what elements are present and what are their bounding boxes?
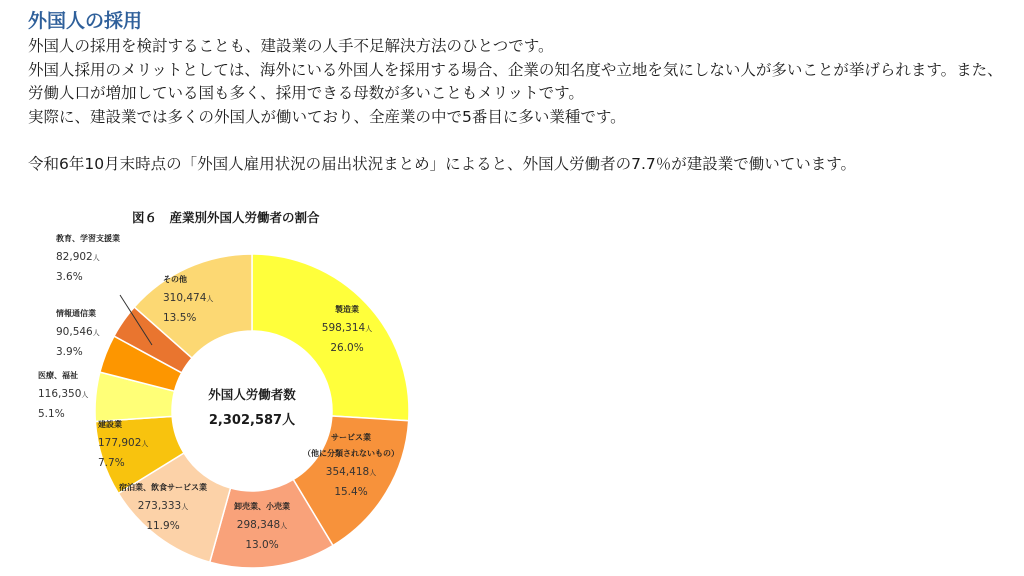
paragraph-1: 外国人の採用を検討することも、建設業の人手不足解決方法のひとつです。: [28, 37, 554, 55]
slice-value-label: 273,333人: [137, 500, 189, 512]
paragraph-2: 外国人採用のメリットとしては、海外にいる外国人を採用する場合、企業の知名度や立地を気にしない人が多いことが挙げられます。また、労働人口が増加している国も多く、採用できる母数が多いこともメリットです。: [28, 60, 1003, 102]
slice-label-7: [55, 233, 120, 283]
slice-category-label: 情報通信業: [56, 309, 96, 318]
slice-value-label: 90,546人: [56, 326, 100, 338]
slice-category-label: 医療、福祉: [38, 371, 78, 380]
slice-value-label: 310,474人: [163, 292, 214, 304]
slice-category-sublabel: （他に分類されないもの）: [303, 449, 399, 458]
slice-percent-label: 26.0%: [330, 342, 364, 354]
slice-label-5: [38, 370, 88, 420]
slice-percent-label: 3.6%: [56, 271, 83, 283]
slice-category-label: 宿泊業、飲食サービス業: [119, 483, 207, 492]
slice-percent-label: 11.9%: [146, 520, 180, 532]
slice-percent-label: 13.5%: [163, 312, 197, 324]
slice-category-label: その他: [163, 275, 187, 284]
center-label: 外国人労働者数: [208, 387, 296, 402]
body-text: [28, 35, 1003, 176]
slice-percent-label: 13.0%: [245, 539, 279, 551]
slice-percent-label: 15.4%: [334, 486, 368, 498]
donut-chart: [0, 200, 440, 576]
slice-category-label: 建設業: [98, 420, 122, 429]
slice-category-label: サービス業: [331, 433, 371, 442]
slice-value-label: 116,350人: [38, 388, 89, 400]
slice-percent-label: 3.9%: [56, 346, 83, 358]
slice-value-label: 177,902人: [98, 437, 149, 449]
paragraph-3: 実際に、建設業では多くの外国人が働いており、全産業の中で5番目に多い業種です。: [28, 107, 626, 126]
slice-value-label: 354,418人: [325, 466, 377, 478]
section-heading: 外国人の採用: [28, 10, 143, 32]
center-value: 2,302,587人: [208, 413, 296, 428]
slice-value-label: 82,902人: [56, 251, 100, 263]
paragraph-spacer: [28, 129, 1003, 153]
slice-percent-label: 5.1%: [38, 408, 65, 420]
slice-category-label: 教育、学習支援業: [56, 234, 120, 243]
slice-value-label: 298,348人: [236, 519, 288, 531]
slice-value-label: 598,314人: [321, 322, 373, 334]
chart-title: 図６ 産業別外国人労働者の割合: [132, 210, 320, 225]
slice-percent-label: 7.7%: [98, 457, 125, 469]
paragraph-4: 令和6年10月末時点の「外国人雇用状況の届出状況まとめ」によると、外国人労働者の7.7％が建設業で働いています。: [28, 154, 856, 173]
slice-category-label: 卸売業、小売業: [234, 502, 290, 511]
slice-label-6: [55, 308, 100, 358]
slice-category-label: 製造業: [335, 305, 359, 314]
